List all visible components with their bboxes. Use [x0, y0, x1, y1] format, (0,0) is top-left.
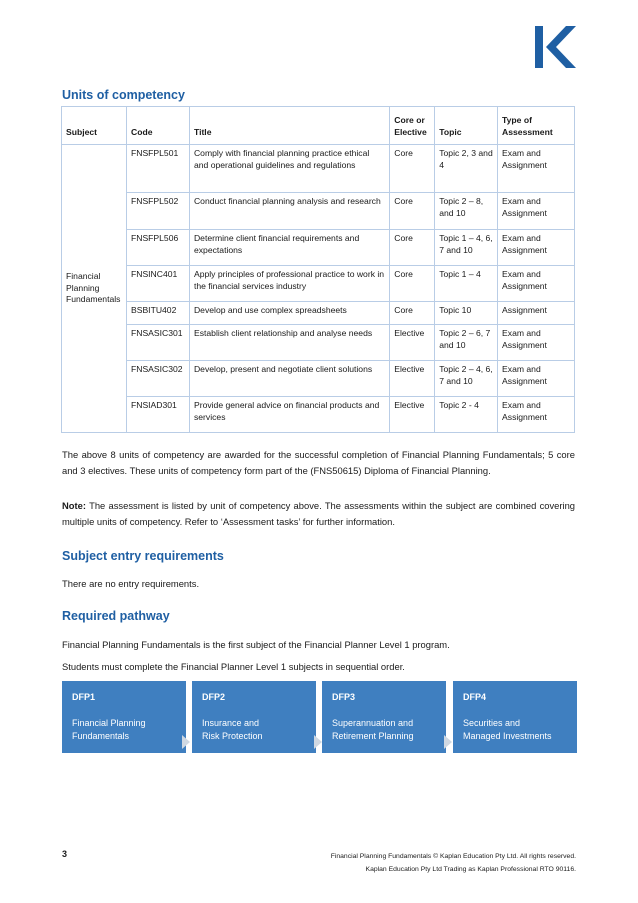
pathway-step-dfp2 [192, 681, 316, 753]
unit-type: Core [390, 230, 435, 266]
unit-title: Provide general advice on financial products and services [189, 397, 389, 433]
assessment-note [62, 498, 575, 530]
unit-title: Develop and use complex spreadsheets [189, 302, 389, 325]
table-row [62, 193, 575, 230]
header-subject: Subject [62, 107, 127, 145]
table-row [62, 397, 575, 433]
unit-title: Conduct financial planning analysis and research [189, 193, 389, 230]
pathway-step-dfp3 [322, 681, 446, 753]
pathway-diagram [62, 681, 577, 753]
step-label [202, 717, 263, 742]
step-label-line1: Superannuation and [332, 718, 414, 728]
table-header-row [62, 107, 575, 145]
pathway-arrow-icon [314, 735, 322, 749]
unit-type: Elective [390, 397, 435, 433]
pathway-step-dfp4 [453, 681, 577, 753]
subject-cell: Financial Planning Fundamentals [62, 145, 127, 433]
unit-assessment: Exam and Assignment [498, 193, 575, 230]
header-code: Code [126, 107, 189, 145]
unit-topic: Topic 2, 3 and 4 [435, 145, 498, 193]
footer-line-1: Financial Planning Fundamentals © Kaplan Education Pty Ltd. All rights reserved. [330, 853, 576, 860]
unit-assessment: Exam and Assignment [498, 361, 575, 397]
unit-assessment: Assignment [498, 302, 575, 325]
step-label-line1: Financial Planning [72, 718, 146, 728]
pathway-section-title: Required pathway [62, 609, 170, 623]
note-label: Note: [62, 500, 86, 511]
table-row [62, 145, 575, 193]
unit-title: Comply with financial planning practice ethical and operational guidelines and regulations [189, 145, 389, 193]
entry-text: There are no entry requirements. [62, 578, 200, 589]
pathway-arrow-icon [182, 735, 190, 749]
unit-type: Core [390, 302, 435, 325]
step-label [72, 717, 146, 742]
unit-assessment: Exam and Assignment [498, 230, 575, 266]
unit-type: Elective [390, 361, 435, 397]
unit-code: FNSFPL501 [126, 145, 189, 193]
table-row [62, 325, 575, 361]
unit-topic: Topic 2 – 4, 6, 7 and 10 [435, 361, 498, 397]
step-label [463, 717, 552, 742]
unit-topic: Topic 1 – 4, 6, 7 and 10 [435, 230, 498, 266]
unit-topic: Topic 1 – 4 [435, 266, 498, 302]
unit-title: Apply principles of professional practice to work in the financial services industry [189, 266, 389, 302]
footer-line-2: Kaplan Education Pty Ltd Trading as Kaplan Professional RTO 90116. [365, 866, 576, 873]
step-label [332, 717, 414, 742]
header-type-of-assessment: Type of Assessment [498, 107, 575, 145]
units-table [61, 106, 575, 433]
step-code: DFP1 [72, 692, 96, 702]
unit-topic: Topic 2 – 8, and 10 [435, 193, 498, 230]
unit-assessment: Exam and Assignment [498, 397, 575, 433]
unit-title: Establish client relationship and analyse needs [189, 325, 389, 361]
step-label-line2: Fundamentals [72, 730, 130, 741]
pathway-arrow-icon [444, 735, 452, 749]
unit-assessment: Exam and Assignment [498, 325, 575, 361]
page-number: 3 [62, 849, 68, 859]
step-label-line2: Managed Investments [463, 730, 552, 741]
unit-type: Elective [390, 325, 435, 361]
unit-type: Core [390, 145, 435, 193]
header-title: Title [189, 107, 389, 145]
table-row [62, 266, 575, 302]
unit-title: Develop, present and negotiate client solutions [189, 361, 389, 397]
unit-assessment: Exam and Assignment [498, 266, 575, 302]
unit-code: FNSINC401 [126, 266, 189, 302]
note-text: The assessment is listed by unit of competency above. The assessments within the subject are combined covering multiple units of competency. Refer to ‘Assessment tasks’ for further information. [62, 500, 575, 527]
step-label-line2: Risk Protection [202, 730, 263, 741]
unit-type: Core [390, 193, 435, 230]
step-code: DFP2 [202, 692, 226, 702]
step-label-line1: Securities and [463, 718, 521, 728]
table-row [62, 302, 575, 325]
unit-code: BSBITU402 [126, 302, 189, 325]
unit-code: FNSASIC301 [126, 325, 189, 361]
pathway-text-1: Financial Planning Fundamentals is the first subject of the Financial Planner Level 1 program. [62, 639, 450, 650]
pathway-text-2: Students must complete the Financial Planner Level 1 subjects in sequential order. [62, 661, 405, 672]
units-summary: The above 8 units of competency are awarded for the successful completion of Financial Planning Fundamentals; 5 core and 3 electives. These units of competency form part of the (FNS50615) Diploma of Financial Planning. [62, 449, 575, 476]
table-row [62, 361, 575, 397]
unit-assessment: Exam and Assignment [498, 145, 575, 193]
unit-code: FNSASIC302 [126, 361, 189, 397]
header-topic: Topic [435, 107, 498, 145]
unit-code: FNSFPL502 [126, 193, 189, 230]
unit-topic: Topic 2 - 4 [435, 397, 498, 433]
header-core-or-elective: Core or Elective [390, 107, 435, 145]
unit-topic: Topic 2 – 6, 7 and 10 [435, 325, 498, 361]
unit-code: FNSFPL506 [126, 230, 189, 266]
step-code: DFP3 [332, 692, 356, 702]
step-code: DFP4 [463, 692, 487, 702]
unit-code: FNSIAD301 [126, 397, 189, 433]
pathway-step-dfp1 [62, 681, 186, 753]
unit-title: Determine client financial requirements and expectations [189, 230, 389, 266]
step-label-line2: Retirement Planning [332, 730, 414, 741]
units-section-title: Units of competency [62, 88, 185, 102]
kaplan-logo [535, 26, 577, 68]
unit-type: Core [390, 266, 435, 302]
entry-section-title: Subject entry requirements [62, 549, 224, 563]
unit-topic: Topic 10 [435, 302, 498, 325]
footer-copyright [331, 850, 576, 876]
table-row [62, 230, 575, 266]
step-label-line1: Insurance and [202, 718, 260, 728]
